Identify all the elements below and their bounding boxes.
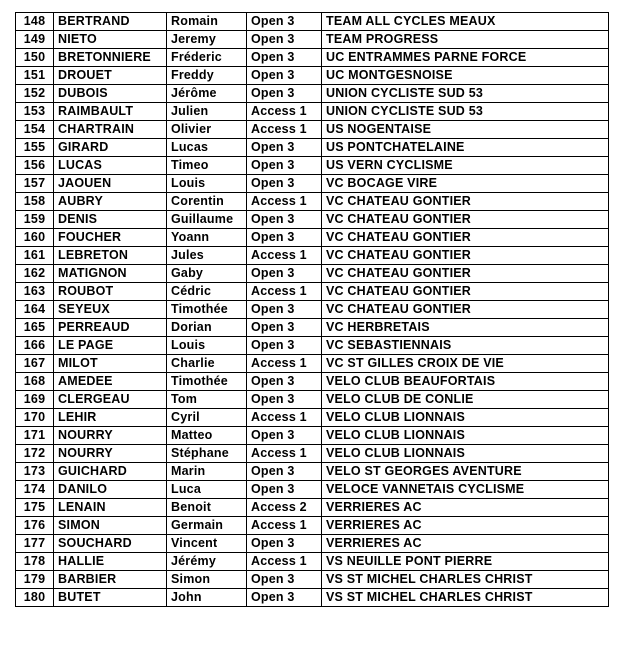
rider-category: Open 3 (247, 301, 322, 319)
rider-number: 166 (16, 337, 54, 355)
rider-last-name: HALLIE (54, 553, 167, 571)
table-row (16, 157, 609, 175)
rider-first-name: Stéphane (167, 445, 247, 463)
rider-first-name: Julien (167, 103, 247, 121)
rider-number: 162 (16, 265, 54, 283)
rider-number: 161 (16, 247, 54, 265)
table-row (16, 481, 609, 499)
rider-number: 148 (16, 13, 54, 31)
rider-club: VC HERBRETAIS (322, 319, 609, 337)
rider-club: VC CHATEAU GONTIER (322, 301, 609, 319)
rider-category: Open 3 (247, 571, 322, 589)
rider-last-name: RAIMBAULT (54, 103, 167, 121)
table-row (16, 337, 609, 355)
rider-number: 152 (16, 85, 54, 103)
table-row (16, 85, 609, 103)
rider-first-name: Cyril (167, 409, 247, 427)
rider-number: 170 (16, 409, 54, 427)
rider-first-name: Charlie (167, 355, 247, 373)
rider-number: 178 (16, 553, 54, 571)
results-table-body (16, 13, 609, 607)
table-row (16, 103, 609, 121)
rider-first-name: Jules (167, 247, 247, 265)
rider-category: Open 3 (247, 535, 322, 553)
rider-category: Access 1 (247, 121, 322, 139)
rider-first-name: Gaby (167, 265, 247, 283)
rider-category: Access 1 (247, 193, 322, 211)
rider-first-name: Matteo (167, 427, 247, 445)
rider-club: VELO CLUB LIONNAIS (322, 427, 609, 445)
rider-category: Open 3 (247, 175, 322, 193)
rider-club: VELO ST GEORGES AVENTURE (322, 463, 609, 481)
rider-club: UNION CYCLISTE SUD 53 (322, 103, 609, 121)
table-row (16, 391, 609, 409)
rider-number: 179 (16, 571, 54, 589)
table-row (16, 67, 609, 85)
rider-last-name: NIETO (54, 31, 167, 49)
rider-last-name: SOUCHARD (54, 535, 167, 553)
table-row (16, 265, 609, 283)
rider-club: UC MONTGESNOISE (322, 67, 609, 85)
rider-club: VC CHATEAU GONTIER (322, 265, 609, 283)
rider-first-name: Lucas (167, 139, 247, 157)
rider-category: Open 3 (247, 157, 322, 175)
rider-first-name: John (167, 589, 247, 607)
rider-category: Open 3 (247, 13, 322, 31)
rider-first-name: Jérôme (167, 85, 247, 103)
rider-number: 158 (16, 193, 54, 211)
rider-category: Open 3 (247, 337, 322, 355)
table-row (16, 571, 609, 589)
rider-last-name: ROUBOT (54, 283, 167, 301)
rider-last-name: AUBRY (54, 193, 167, 211)
rider-first-name: Benoit (167, 499, 247, 517)
rider-number: 164 (16, 301, 54, 319)
rider-category: Open 3 (247, 319, 322, 337)
rider-last-name: LEHIR (54, 409, 167, 427)
rider-last-name: JAOUEN (54, 175, 167, 193)
rider-category: Open 3 (247, 391, 322, 409)
results-table (15, 12, 609, 607)
rider-last-name: DENIS (54, 211, 167, 229)
rider-last-name: LE PAGE (54, 337, 167, 355)
rider-category: Open 3 (247, 211, 322, 229)
table-row (16, 121, 609, 139)
rider-number: 165 (16, 319, 54, 337)
rider-last-name: NOURRY (54, 427, 167, 445)
table-row (16, 49, 609, 67)
rider-number: 167 (16, 355, 54, 373)
rider-last-name: MILOT (54, 355, 167, 373)
rider-category: Access 1 (247, 103, 322, 121)
table-row (16, 499, 609, 517)
rider-number: 174 (16, 481, 54, 499)
rider-first-name: Timeo (167, 157, 247, 175)
rider-category: Open 3 (247, 139, 322, 157)
rider-number: 177 (16, 535, 54, 553)
rider-club: VC CHATEAU GONTIER (322, 193, 609, 211)
rider-first-name: Germain (167, 517, 247, 535)
rider-last-name: SIMON (54, 517, 167, 535)
rider-number: 169 (16, 391, 54, 409)
rider-first-name: Guillaume (167, 211, 247, 229)
rider-number: 149 (16, 31, 54, 49)
rider-last-name: BUTET (54, 589, 167, 607)
rider-first-name: Simon (167, 571, 247, 589)
rider-club: US PONTCHATELAINE (322, 139, 609, 157)
rider-club: VC ST GILLES CROIX DE VIE (322, 355, 609, 373)
rider-category: Open 3 (247, 229, 322, 247)
table-row (16, 553, 609, 571)
rider-first-name: Olivier (167, 121, 247, 139)
rider-first-name: Yoann (167, 229, 247, 247)
rider-last-name: DANILO (54, 481, 167, 499)
table-row (16, 517, 609, 535)
rider-number: 153 (16, 103, 54, 121)
rider-number: 150 (16, 49, 54, 67)
rider-last-name: BERTRAND (54, 13, 167, 31)
rider-category: Open 3 (247, 481, 322, 499)
rider-number: 180 (16, 589, 54, 607)
table-row (16, 175, 609, 193)
table-row (16, 463, 609, 481)
rider-category: Access 1 (247, 355, 322, 373)
rider-last-name: GIRARD (54, 139, 167, 157)
rider-first-name: Luca (167, 481, 247, 499)
table-row (16, 445, 609, 463)
rider-club: US VERN CYCLISME (322, 157, 609, 175)
rider-category: Open 3 (247, 589, 322, 607)
rider-club: VC CHATEAU GONTIER (322, 229, 609, 247)
rider-club: US NOGENTAISE (322, 121, 609, 139)
rider-number: 163 (16, 283, 54, 301)
table-row (16, 301, 609, 319)
rider-first-name: Louis (167, 175, 247, 193)
rider-number: 154 (16, 121, 54, 139)
rider-last-name: NOURRY (54, 445, 167, 463)
rider-club: VS ST MICHEL CHARLES CHRIST (322, 589, 609, 607)
table-row (16, 247, 609, 265)
table-row (16, 193, 609, 211)
rider-category: Access 1 (247, 283, 322, 301)
table-row (16, 319, 609, 337)
rider-number: 176 (16, 517, 54, 535)
rider-first-name: Vincent (167, 535, 247, 553)
rider-club: TEAM ALL CYCLES MEAUX (322, 13, 609, 31)
rider-number: 151 (16, 67, 54, 85)
rider-number: 173 (16, 463, 54, 481)
rider-first-name: Jérémy (167, 553, 247, 571)
rider-first-name: Jeremy (167, 31, 247, 49)
rider-last-name: DUBOIS (54, 85, 167, 103)
rider-club: VC CHATEAU GONTIER (322, 283, 609, 301)
rider-first-name: Romain (167, 13, 247, 31)
rider-club: VELOCE VANNETAIS CYCLISME (322, 481, 609, 499)
rider-club: UC ENTRAMMES PARNE FORCE (322, 49, 609, 67)
rider-last-name: CLERGEAU (54, 391, 167, 409)
rider-number: 159 (16, 211, 54, 229)
rider-last-name: FOUCHER (54, 229, 167, 247)
rider-club: VC BOCAGE VIRE (322, 175, 609, 193)
rider-club: VERRIERES AC (322, 499, 609, 517)
table-row (16, 589, 609, 607)
rider-first-name: Dorian (167, 319, 247, 337)
table-row (16, 427, 609, 445)
rider-first-name: Timothée (167, 373, 247, 391)
table-row (16, 13, 609, 31)
rider-club: TEAM PROGRESS (322, 31, 609, 49)
rider-last-name: BRETONNIERE (54, 49, 167, 67)
rider-category: Open 3 (247, 373, 322, 391)
rider-club: VELO CLUB DE CONLIE (322, 391, 609, 409)
rider-first-name: Freddy (167, 67, 247, 85)
rider-number: 175 (16, 499, 54, 517)
rider-last-name: PERREAUD (54, 319, 167, 337)
rider-club: VELO CLUB LIONNAIS (322, 409, 609, 427)
table-row (16, 283, 609, 301)
rider-category: Open 3 (247, 265, 322, 283)
rider-number: 155 (16, 139, 54, 157)
rider-category: Open 3 (247, 427, 322, 445)
rider-category: Open 3 (247, 85, 322, 103)
table-row (16, 373, 609, 391)
rider-category: Access 1 (247, 409, 322, 427)
table-row (16, 229, 609, 247)
rider-first-name: Fréderic (167, 49, 247, 67)
rider-category: Open 3 (247, 49, 322, 67)
table-row (16, 211, 609, 229)
table-row (16, 409, 609, 427)
rider-last-name: SEYEUX (54, 301, 167, 319)
table-row (16, 535, 609, 553)
rider-number: 171 (16, 427, 54, 445)
rider-category: Open 3 (247, 31, 322, 49)
rider-club: UNION CYCLISTE SUD 53 (322, 85, 609, 103)
rider-last-name: DROUET (54, 67, 167, 85)
rider-club: VELO CLUB BEAUFORTAIS (322, 373, 609, 391)
rider-first-name: Marin (167, 463, 247, 481)
rider-number: 160 (16, 229, 54, 247)
rider-number: 156 (16, 157, 54, 175)
rider-category: Access 1 (247, 553, 322, 571)
rider-club: VS ST MICHEL CHARLES CHRIST (322, 571, 609, 589)
rider-club: VERRIERES AC (322, 535, 609, 553)
table-row (16, 31, 609, 49)
rider-club: VS NEUILLE PONT PIERRE (322, 553, 609, 571)
rider-last-name: CHARTRAIN (54, 121, 167, 139)
rider-club: VC CHATEAU GONTIER (322, 247, 609, 265)
rider-number: 172 (16, 445, 54, 463)
rider-first-name: Louis (167, 337, 247, 355)
rider-last-name: LENAIN (54, 499, 167, 517)
rider-last-name: GUICHARD (54, 463, 167, 481)
rider-club: VC SEBASTIENNAIS (322, 337, 609, 355)
rider-first-name: Corentin (167, 193, 247, 211)
rider-category: Access 1 (247, 517, 322, 535)
rider-club: VELO CLUB LIONNAIS (322, 445, 609, 463)
rider-number: 157 (16, 175, 54, 193)
rider-category: Access 2 (247, 499, 322, 517)
rider-number: 168 (16, 373, 54, 391)
table-row (16, 355, 609, 373)
rider-first-name: Tom (167, 391, 247, 409)
rider-last-name: LUCAS (54, 157, 167, 175)
rider-last-name: LEBRETON (54, 247, 167, 265)
rider-category: Open 3 (247, 463, 322, 481)
rider-category: Open 3 (247, 67, 322, 85)
rider-last-name: MATIGNON (54, 265, 167, 283)
rider-category: Access 1 (247, 247, 322, 265)
table-row (16, 139, 609, 157)
rider-category: Access 1 (247, 445, 322, 463)
rider-first-name: Cédric (167, 283, 247, 301)
rider-last-name: BARBIER (54, 571, 167, 589)
rider-first-name: Timothée (167, 301, 247, 319)
rider-club: VERRIERES AC (322, 517, 609, 535)
rider-last-name: AMEDEE (54, 373, 167, 391)
rider-club: VC CHATEAU GONTIER (322, 211, 609, 229)
